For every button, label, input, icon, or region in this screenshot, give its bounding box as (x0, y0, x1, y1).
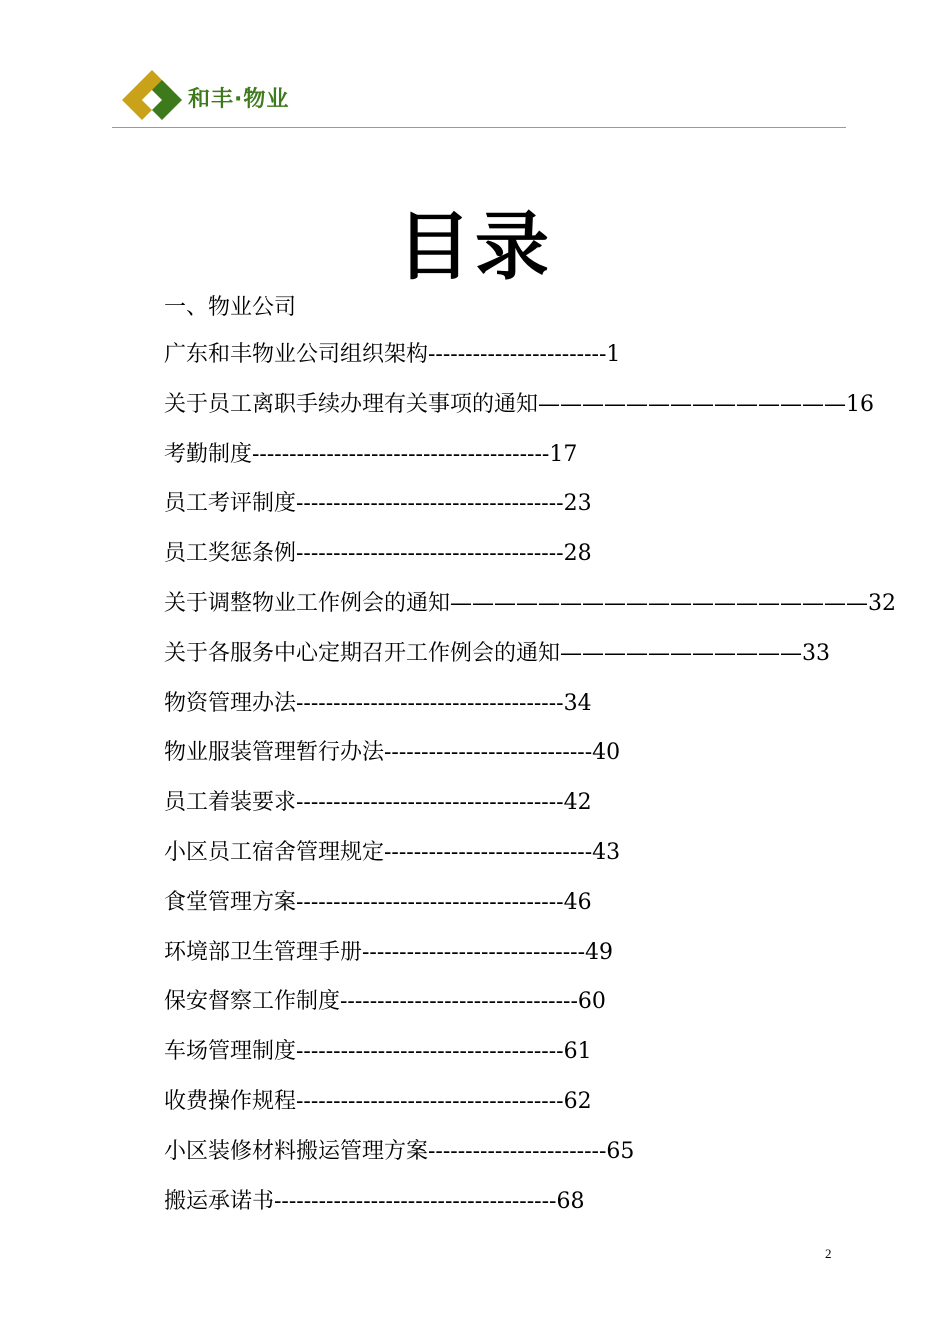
toc-entry[interactable]: 小区装修材料搬运管理方案------------------------65 (164, 1138, 635, 1164)
toc-entry[interactable]: 广东和丰物业公司组织架构------------------------1 (164, 342, 621, 367)
page-number: 2 (825, 1246, 832, 1261)
brand-name: 和丰·物业 (188, 87, 290, 112)
toc-entry[interactable]: 关于各服务中心定期召开工作例会的通知———————————33 (164, 640, 830, 666)
header-divider (112, 127, 846, 128)
section-heading: 一、物业公司 (164, 295, 297, 320)
toc-entry[interactable]: 小区员工宿舍管理规定----------------------------43 (164, 839, 621, 865)
page-header (112, 62, 846, 128)
toc-entry[interactable]: 环境部卫生管理手册------------------------------49 (164, 939, 614, 965)
toc-entry[interactable]: 收费操作规程------------------------------------62 (164, 1088, 592, 1114)
toc-entry[interactable]: 保安督察工作制度--------------------------------60 (164, 989, 606, 1015)
toc-entry[interactable]: 食堂管理方案------------------------------------46 (164, 889, 592, 915)
page-title: 目录 (397, 204, 553, 290)
toc-entry[interactable]: 关于调整物业工作例会的通知———————————————————32 (164, 590, 896, 616)
toc-entry[interactable]: 搬运承诺书--------------------------------------68 (164, 1188, 585, 1214)
toc-entry[interactable]: 物业服装管理暂行办法----------------------------40 (164, 740, 621, 766)
table-of-contents (164, 338, 896, 1234)
toc-entry[interactable]: 员工着装要求------------------------------------42 (164, 790, 592, 816)
company-logo-icon (120, 68, 184, 122)
toc-entry[interactable]: 物资管理办法------------------------------------34 (164, 690, 592, 716)
toc-entry[interactable]: 员工奖惩条例------------------------------------28 (164, 541, 592, 567)
toc-entry[interactable]: 关于员工离职手续办理有关事项的通知——————————————16 (164, 391, 874, 417)
toc-entry[interactable]: 考勤制度----------------------------------------17 (164, 441, 578, 467)
toc-entry[interactable]: 员工考评制度------------------------------------23 (164, 491, 592, 517)
toc-entry[interactable]: 车场管理制度------------------------------------61 (164, 1039, 592, 1065)
